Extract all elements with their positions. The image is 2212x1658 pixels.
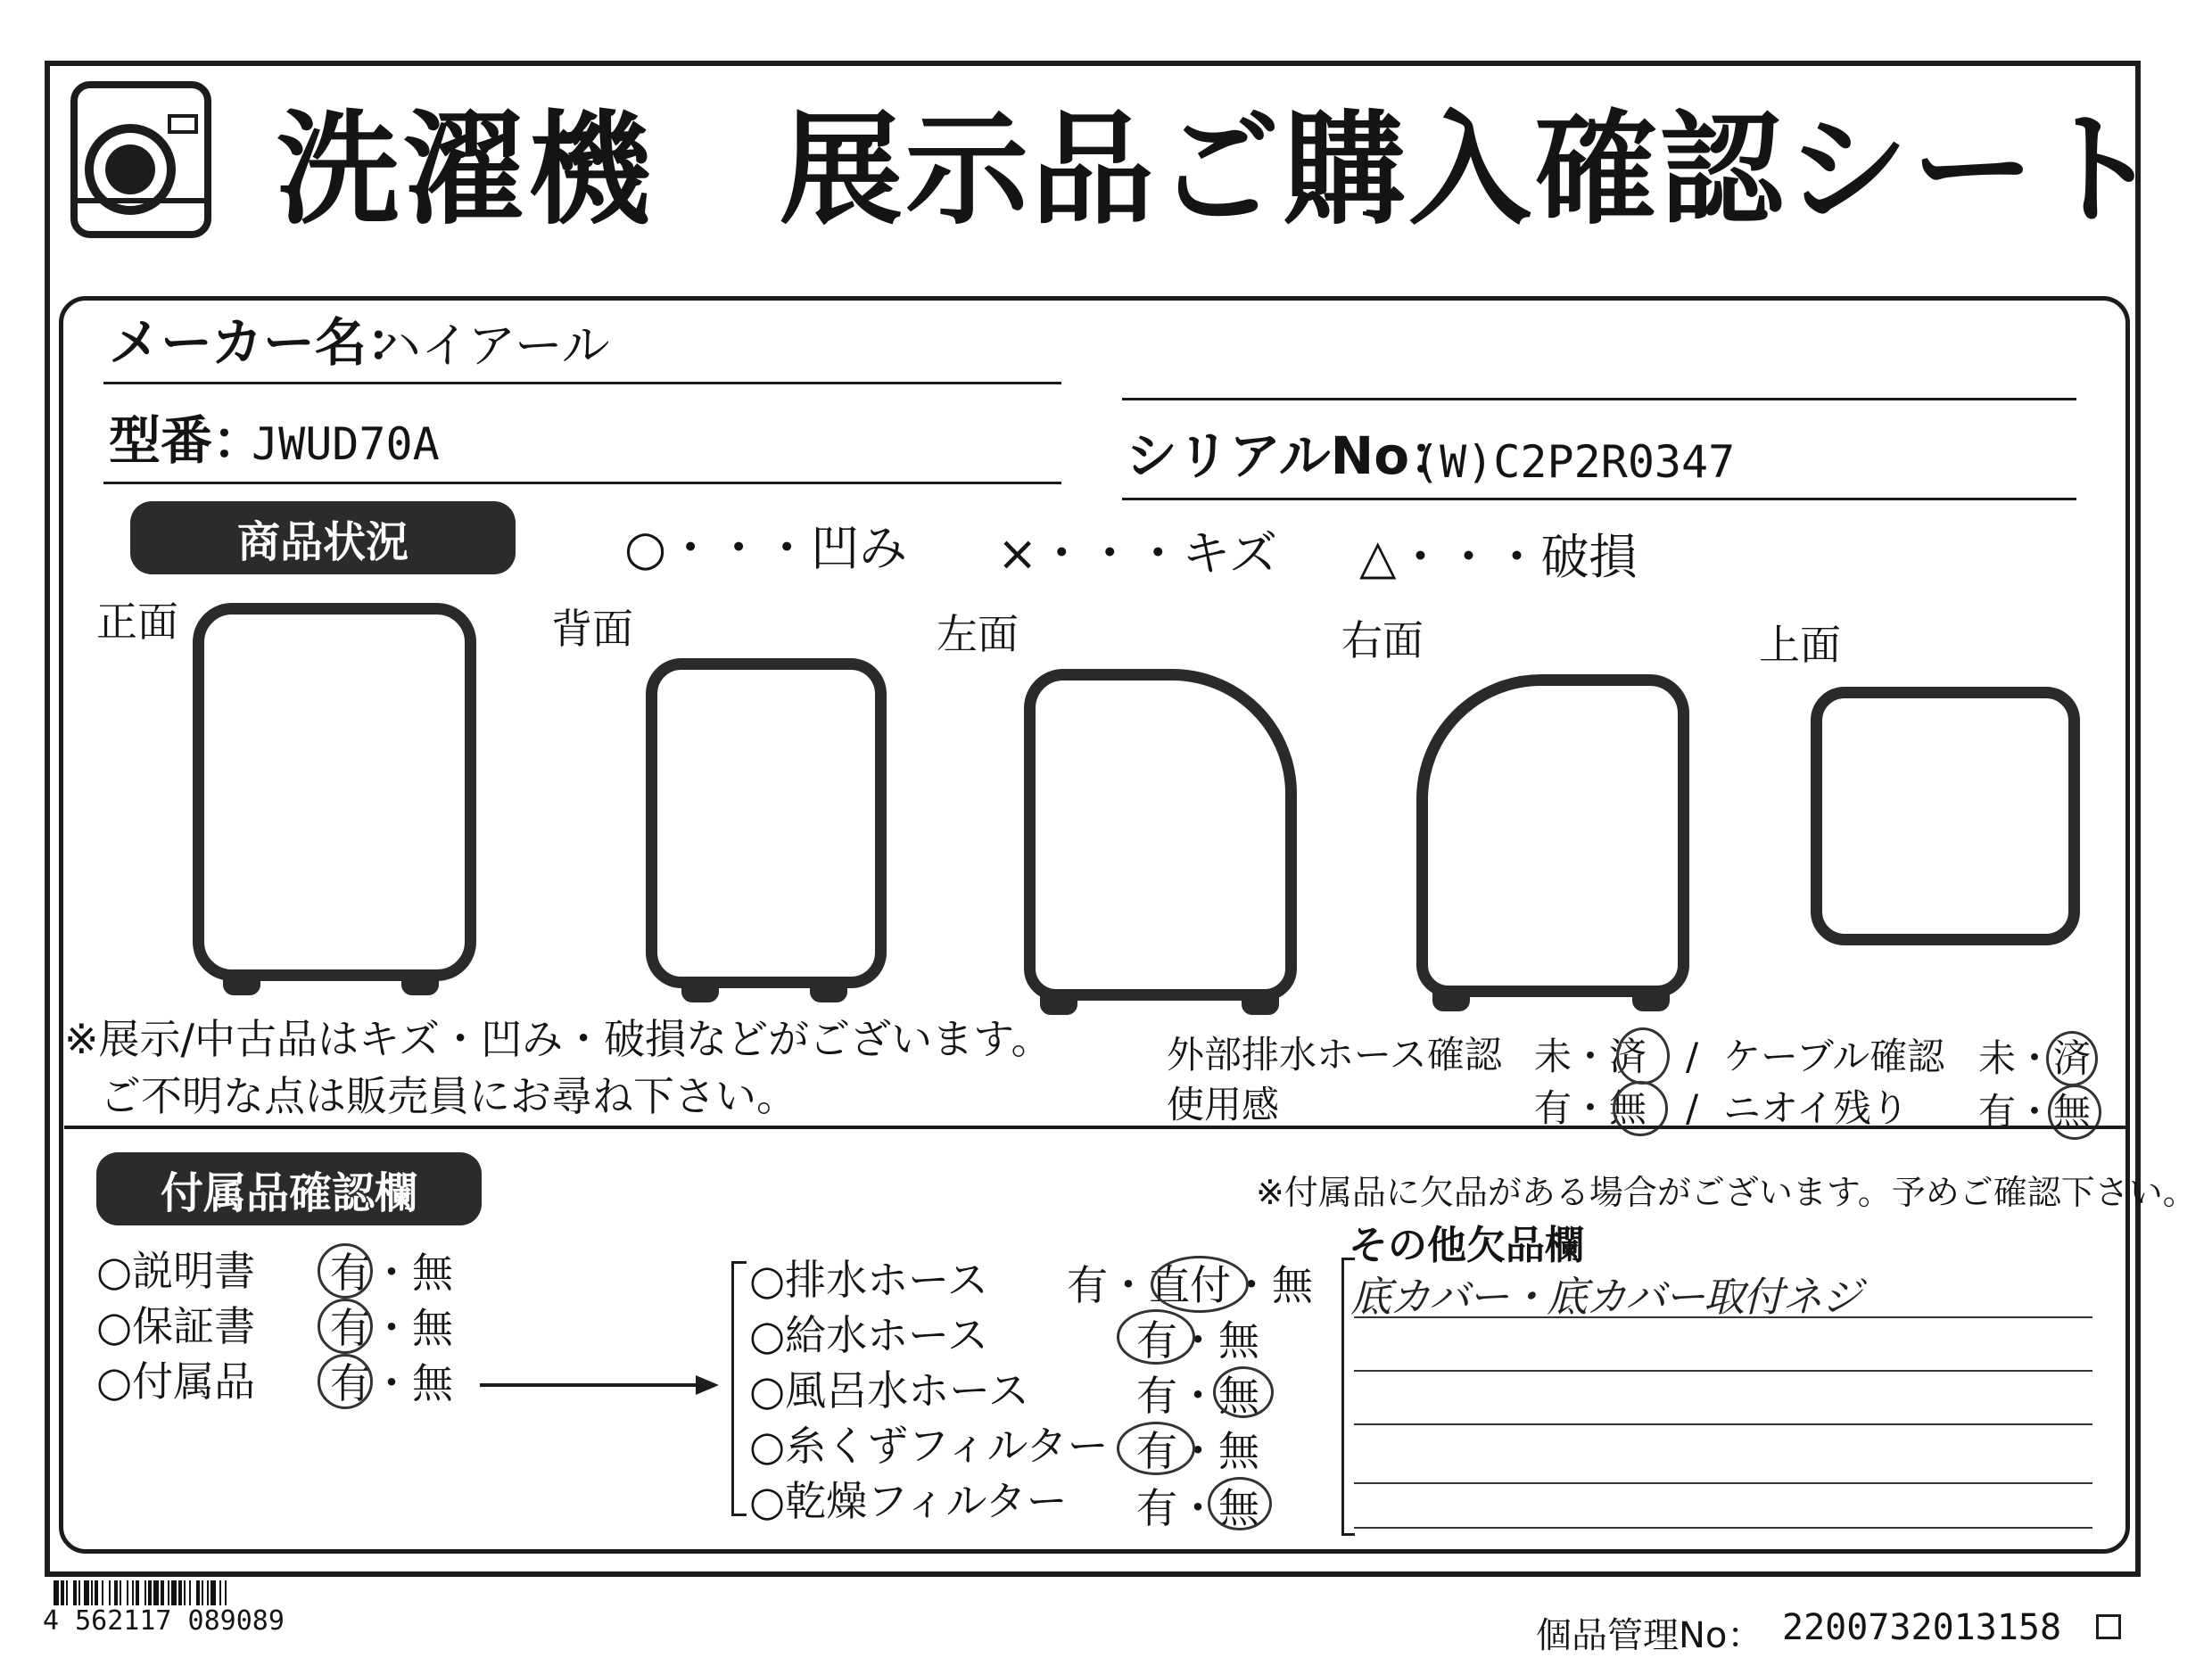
- top-view-panel[interactable]: [1811, 687, 2080, 945]
- control-no-label: 個品管理No：: [1536, 1615, 1763, 1656]
- left-foot-left: [1040, 995, 1077, 1015]
- usage-check-label: 使用感: [1167, 1083, 1280, 1126]
- front-foot-right: [401, 976, 439, 995]
- warranty-circle-mark: [318, 1299, 373, 1354]
- odor-check-label: ニオイ残り: [1723, 1086, 1909, 1130]
- missing-heading: その他欠品欄: [1349, 1223, 1584, 1268]
- view-label-top: 上面: [1759, 621, 1841, 669]
- legend-damage: △・・・破損: [1359, 529, 1638, 585]
- check-separator-2: /: [1686, 1086, 1699, 1130]
- view-label-right: 右面: [1341, 616, 1424, 664]
- control-no-value: 2200732013158: [1782, 1607, 2062, 1648]
- bath-hose-options[interactable]: 有・無: [1136, 1372, 1259, 1420]
- check-separator: /: [1686, 1035, 1699, 1078]
- supply-hose-options[interactable]: 有・無: [1136, 1316, 1259, 1365]
- condition-note-2: ご不明な点は販売員にお尋ね下さい。: [100, 1072, 797, 1120]
- dry-filter-label: ○乾燥フィルター: [749, 1477, 1068, 1525]
- legend-scratch: ×・・・キズ: [997, 525, 1278, 582]
- bath-hose-label: ○風呂水ホース: [749, 1366, 1029, 1415]
- view-label-front: 正面: [96, 598, 178, 646]
- barcode-number: 4 562117 089089: [43, 1605, 285, 1637]
- sub-items-bracket: [731, 1261, 747, 1516]
- model-label: 型番：: [109, 410, 265, 471]
- front-foot-left: [223, 976, 260, 995]
- back-foot-left: [681, 983, 719, 1002]
- dry-filter-circle-mark: [1208, 1477, 1272, 1530]
- page-title: 洗濯機 展示品ご購入確認シート: [276, 98, 2164, 242]
- cable-check-label: ケーブル確認: [1723, 1035, 1945, 1078]
- blank-underline: [1122, 398, 2076, 400]
- condition-heading: 商品状況: [130, 501, 516, 574]
- right-foot-right: [1632, 992, 1670, 1011]
- manual-circle-mark: [318, 1243, 373, 1299]
- usage-check-options[interactable]: 有・無: [1534, 1086, 1647, 1130]
- supply-hose-circle-mark: [1117, 1309, 1195, 1365]
- manual-label: ○説明書: [96, 1247, 256, 1295]
- accessory-options[interactable]: 有・無: [330, 1359, 453, 1407]
- manual-options[interactable]: 有・無: [330, 1249, 453, 1297]
- accessories-notice: ※付属品に欠品がある場合がございます。予めご確認下さい。: [1256, 1173, 2197, 1212]
- legend-dent: ○・・・凹み: [624, 520, 908, 576]
- right-view-panel[interactable]: [1416, 674, 1689, 997]
- drain-hose-check-label: 外部排水ホース確認: [1167, 1033, 1502, 1076]
- condition-note-1: ※展示/中古品はキズ・凹み・破損などがございます。: [64, 1015, 1052, 1063]
- maker-label: メーカー名：: [109, 312, 418, 373]
- control-checkbox[interactable]: [2096, 1614, 2121, 1639]
- drain-hose-options[interactable]: 有・直付・無: [1067, 1261, 1313, 1309]
- lint-filter-label: ○糸くずフィルター: [749, 1422, 1109, 1470]
- left-view-panel[interactable]: [1024, 669, 1297, 1001]
- cable-circle-mark: [2046, 1031, 2098, 1086]
- lint-filter-circle-mark: [1117, 1422, 1195, 1475]
- missing-line-4: [1354, 1482, 2092, 1484]
- back-foot-right: [810, 983, 847, 1002]
- front-view-panel[interactable]: [193, 603, 476, 981]
- view-label-left: 左面: [937, 610, 1019, 658]
- missing-line-5: [1354, 1527, 2092, 1529]
- accessory-label: ○付属品: [96, 1357, 256, 1406]
- view-label-back: 背面: [551, 605, 633, 653]
- model-value: JWUD70A: [252, 418, 440, 470]
- drain-hose-circle-mark: [1616, 1027, 1670, 1085]
- dry-filter-options[interactable]: 有・無: [1136, 1484, 1259, 1532]
- supply-hose-label: ○給水ホース: [749, 1311, 988, 1359]
- arrow-icon: [480, 1372, 721, 1398]
- accessory-circle-mark: [318, 1354, 373, 1409]
- right-foot-left: [1432, 992, 1470, 1011]
- warranty-label: ○保証書: [96, 1302, 256, 1350]
- maker-value: ハイアール: [373, 318, 610, 374]
- back-view-panel[interactable]: [646, 658, 887, 988]
- bath-hose-circle-mark: [1213, 1366, 1274, 1418]
- cable-check-options[interactable]: 未・済: [1978, 1036, 2092, 1080]
- warranty-options[interactable]: 有・無: [330, 1304, 453, 1352]
- odor-circle-mark: [2048, 1085, 2101, 1140]
- odor-check-options[interactable]: 有・無: [1978, 1090, 2092, 1134]
- left-foot-right: [1242, 995, 1279, 1015]
- serial-underline: [1122, 498, 2076, 500]
- missing-line-3: [1354, 1423, 2092, 1425]
- drain-hose-check-options[interactable]: 未・済: [1534, 1035, 1647, 1078]
- missing-line-2: [1354, 1370, 2092, 1372]
- drain-hose-direct-circle-mark: [1151, 1256, 1249, 1313]
- drain-hose-label: ○排水ホース: [749, 1256, 988, 1304]
- lint-filter-options[interactable]: 有・無: [1136, 1427, 1259, 1475]
- serial-label: シリアルNo：: [1126, 425, 1462, 486]
- section-divider: [64, 1126, 2130, 1129]
- accessories-heading: 付属品確認欄: [96, 1152, 482, 1225]
- model-underline: [103, 482, 1061, 484]
- missing-line-1: [1354, 1316, 2092, 1318]
- serial-value: (W)C2P2R0347: [1413, 436, 1736, 488]
- missing-handwritten-entry[interactable]: 底カバー・底カバー取付ネジ: [1350, 1273, 1861, 1321]
- maker-underline: [103, 382, 1061, 384]
